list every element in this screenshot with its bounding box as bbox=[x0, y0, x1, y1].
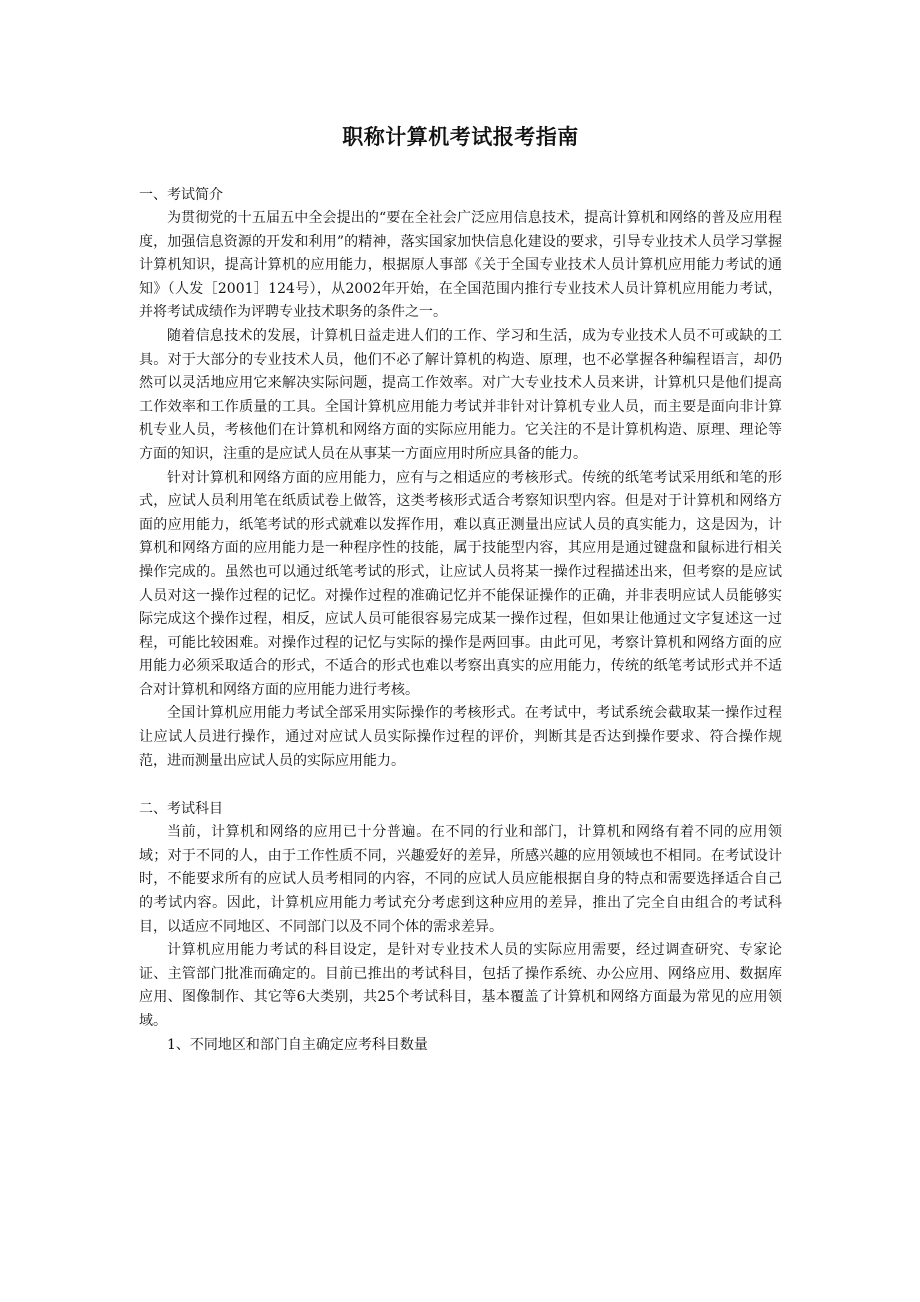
section-exam-subjects bbox=[139, 797, 782, 1057]
paragraph: 为贯彻党的十五届五中全会提出的“要在全社会广泛应用信息技术，提高计算机和网络的普及应用程度，加强信息资源的开发和利用”的精神，落实国家加快信息化建设的要求，引导专业技术人员学习掌握计算机知识，提高计算机的应用能力，根据原人事部《关于全国专业技术人员计算机应用能力考试的通知》（人发［2001］124号），从2002年开始，在全国范围内推行专业技术人员计算机应用能力考试，并将考试成绩作为评聘专业技术职务的条件之一。 bbox=[139, 210, 782, 321]
paragraph: 1、不同地区和部门自主确定应考科目数量 bbox=[167, 1036, 428, 1053]
document-page bbox=[139, 120, 782, 1057]
paragraph: 当前，计算机和网络的应用已十分普遍。在不同的行业和部门，计算机和网络有着不同的应用领域；对于不同的人，由于工作性质不同，兴趣爱好的差异，所感兴趣的应用领域也不相同。在考试设计时，不能要求所有的应试人员考相同的内容，不同的应试人员应能根据自身的特点和需要选择适合自己的考试内容。因此，计算机应用能力考试充分考虑到这种应用的差异，推出了完全自由组合的考试科目，以适应不同地区、不同部门以及不同个体的需求差异。 bbox=[139, 824, 782, 935]
section-heading: 一、考试简介 bbox=[139, 187, 223, 203]
paragraph: 随着信息技术的发展，计算机日益走进人们的工作、学习和生活，成为专业技术人员不可或缺的工具。对于大部分的专业技术人员，他们不必了解计算机的构造、原理，也不必掌握各种编程语言，却仍然可以灵活地应用它来解决实际问题，提高工作效率。对广大专业技术人员来讲，计算机只是他们提高工作效率和工作质量的工具。全国计算机应用能力考试并非针对计算机专业人员，而主要是面向非计算机专业人员，考核他们在计算机和网络方面的实际应用能力。它关注的不是计算机构造、原理、理论等方面的知识，注重的是应试人员在从事某一方面应用时所应具备的能力。 bbox=[139, 327, 782, 462]
paragraph: 针对计算机和网络方面的应用能力，应有与之相适应的考核形式。传统的纸笔考试采用纸和笔的形式，应试人员利用笔在纸质试卷上做答，这类考核形式适合考察知识型内容。但是对于计算机和网络方面的应用能力，纸笔考试的形式就难以发挥作用，难以真正测量出应试人员的真实能力，这是因为，计算机和网络方面的应用能力是一种程序性的技能，属于技能型内容，其应用是通过键盘和鼠标进行相关操作完成的。虽然也可以通过纸笔考试的形式，让应试人员将某一操作过程描述出来，但考察的是应试人员对这一操作过程的记忆。对操作过程的准确记忆并不能保证操作的正确，并非表明应试人员能够实际完成这个操作过程，相反，应试人员可能很容易完成某一操作过程，但如果让他通过文字复述这一过程，可能比较困难。对操作过程的记忆与实际的操作是两回事。由此可见，考察计算机和网络方面的应用能力必须采取适合的形式，不适合的形式也难以考察出真实的应用能力，传统的纸笔考试形式并不适合对计算机和网络方面的应用能力进行考核。 bbox=[139, 469, 782, 698]
section-heading: 二、考试科目 bbox=[139, 801, 223, 818]
section-exam-intro bbox=[139, 183, 782, 773]
document-title: 职称计算机考试报考指南 bbox=[342, 125, 579, 149]
paragraph: 计算机应用能力考试的科目设定，是针对专业技术人员的实际应用需要，经过调查研究、专家论证、主管部门批准而确定的。目前已推出的考试科目，包括了操作系统、办公应用、网络应用、数据库应用、图像制作、其它等6大类别，共25个考试科目，基本覆盖了计算机和网络方面最为常见的应用领域。 bbox=[139, 942, 782, 1029]
section-spacer bbox=[139, 773, 782, 797]
paragraph: 全国计算机应用能力考试全部采用实际操作的考核形式。在考试中，考试系统会截取某一操作过程让应试人员进行操作，通过对应试人员实际操作过程的评价，判断其是否达到操作要求、符合操作规范，进而测量出应试人员的实际应用能力。 bbox=[139, 705, 782, 769]
